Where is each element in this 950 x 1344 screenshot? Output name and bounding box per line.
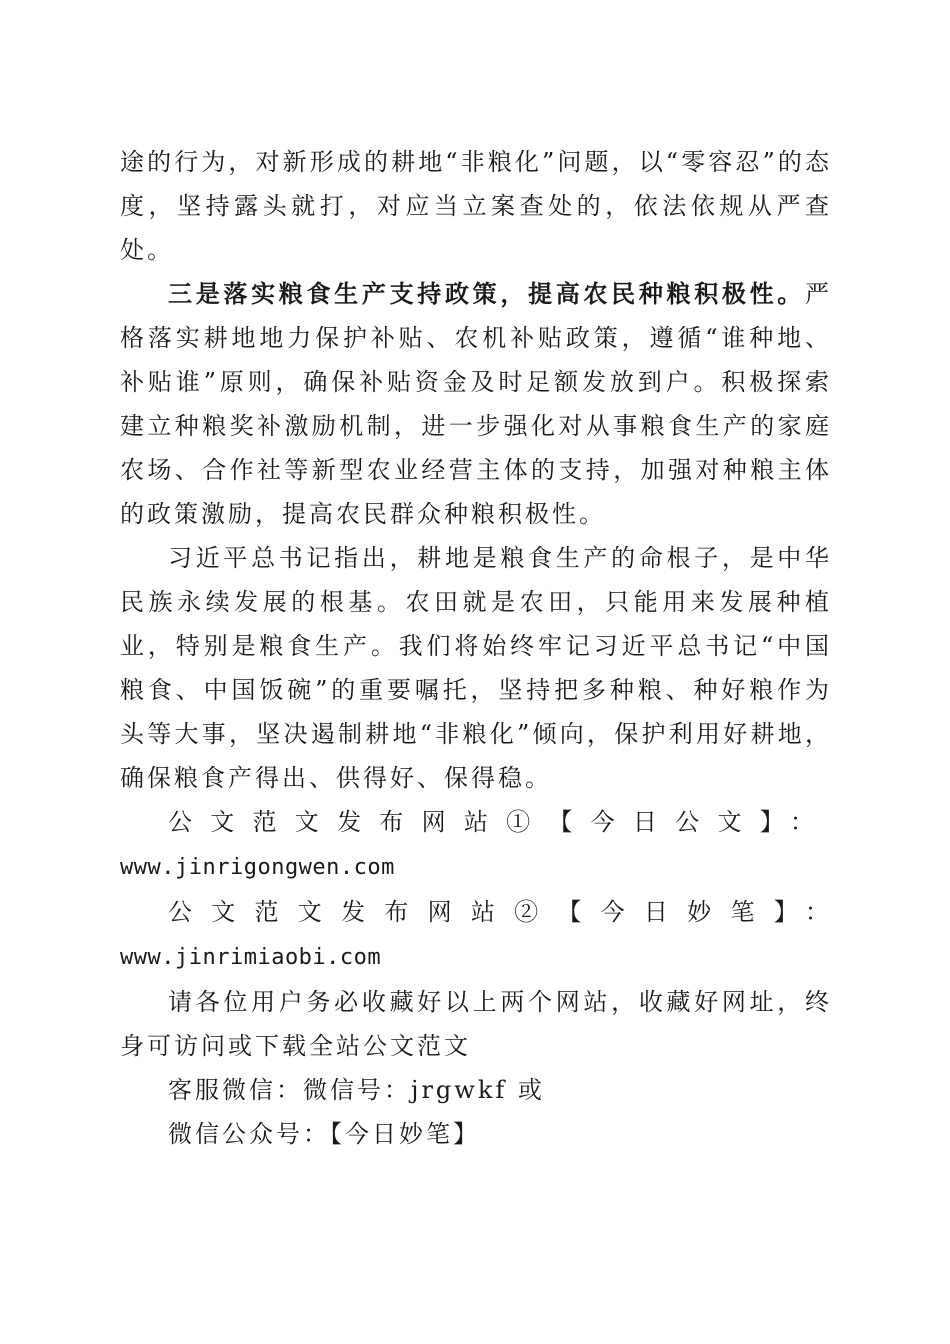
- site1-label: 公文范文发布网站①【今日公文】：: [168, 808, 832, 836]
- paragraph-conclusion: 习近平总书记指出，耕地是粮食生产的命根子，是中华民族永续发展的根基。农田就是农田，只能用来发展种植业，特别是粮食生产。我们将始终牢记习近平总书记“中国粮食、中国饭碗”的重要嘱托，坚持把多种粮、种好粮作为头等大事，坚决遏制耕地“非粮化”倾向，保护利用好耕地，确保粮食产得出、供得好、保得稳。: [120, 544, 832, 792]
- paragraph-continuation: 途的行为，对新形成的耕地“非粮化”问题，以“零容忍”的态度，坚持露头就打，对应当立案查处的，依法依规从严查处。: [120, 148, 832, 264]
- paragraph-heading: 三是落实粮食生产支持政策，提高农民种粮积极性。: [168, 279, 805, 308]
- site2-label: 公文范文发布网站②【今日妙笔】：: [168, 898, 832, 926]
- bookmark-notice: 请各位用户务必收藏好以上两个网站，收藏好网址，终身可访问或下载全站公文范文: [120, 988, 832, 1060]
- service-wechat: 客服微信：微信号：jrgwkf 或: [168, 1076, 545, 1104]
- paragraph-body: 严格落实耕地地力保护补贴、农机补贴政策，遵循“谁种地、补贴谁”原则，确保补贴资金及时足额发放到户。积极探索建立种粮奖补激励机制，进一步强化对从事粮食生产的家庭农场、合作社等新型农业经营主体的支持，加强对种粮主体的政策激励，提高农民群众种粮积极性。: [120, 280, 832, 528]
- paragraph-policy-support: [120, 272, 832, 536]
- document-body: [120, 140, 832, 1156]
- site2-line: [120, 890, 832, 980]
- site1-url[interactable]: www.jinrigongwen.com: [120, 855, 395, 880]
- public-account: 微信公众号：【今日妙笔】: [168, 1120, 480, 1148]
- site2-url[interactable]: www.jinrimiaobi.com: [120, 945, 382, 970]
- site1-line: [120, 800, 832, 890]
